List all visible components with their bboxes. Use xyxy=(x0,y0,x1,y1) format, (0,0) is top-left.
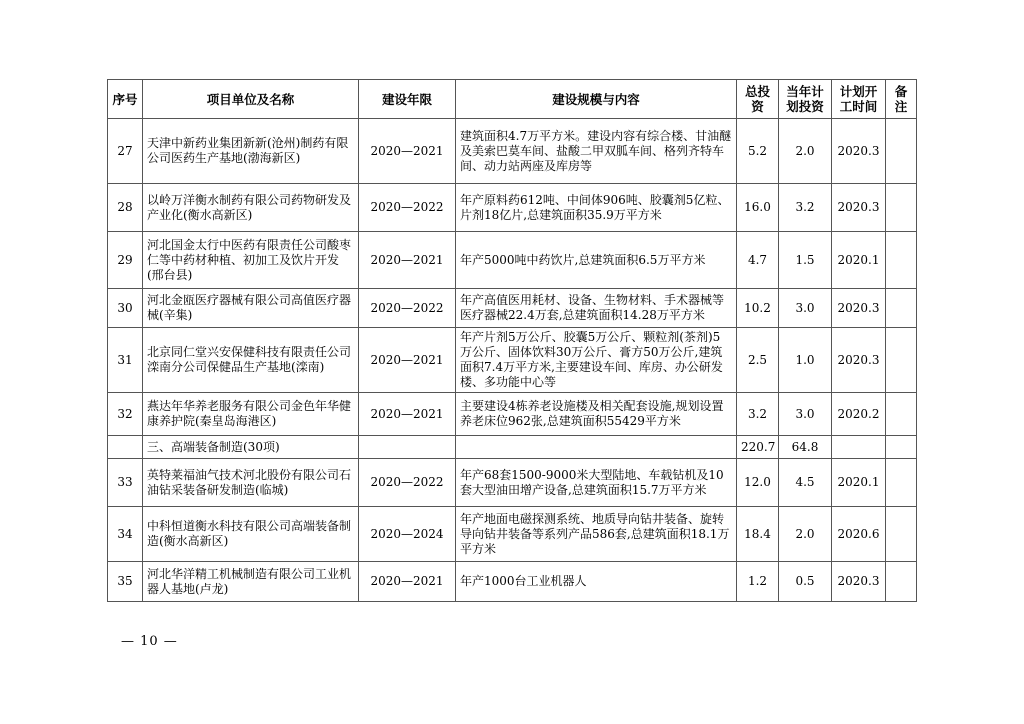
row-note xyxy=(886,289,917,328)
row-annual: 4.5 xyxy=(779,459,832,507)
table-header-row xyxy=(108,80,917,119)
table-row xyxy=(108,289,917,328)
row-no: 32 xyxy=(108,393,143,436)
row-name: 英特莱福油气技术河北股份有限公司石油钻采装备研发制造(临城) xyxy=(143,459,359,507)
section-title: 三、高端装备制造(30项) xyxy=(143,436,359,459)
row-start: 2020.3 xyxy=(832,289,886,328)
row-period: 2020—2022 xyxy=(359,184,456,232)
row-start: 2020.2 xyxy=(832,393,886,436)
row-annual: 3.0 xyxy=(779,289,832,328)
section-invest: 220.7 xyxy=(737,436,779,459)
row-note xyxy=(886,393,917,436)
row-invest: 4.7 xyxy=(737,232,779,289)
row-invest: 1.2 xyxy=(737,562,779,602)
row-note xyxy=(886,119,917,184)
row-invest: 12.0 xyxy=(737,459,779,507)
table-row xyxy=(108,562,917,602)
row-start: 2020.1 xyxy=(832,232,886,289)
row-content: 年产1000台工业机器人 xyxy=(456,562,737,602)
row-no: 35 xyxy=(108,562,143,602)
row-invest: 10.2 xyxy=(737,289,779,328)
row-start: 2020.1 xyxy=(832,459,886,507)
table-row xyxy=(108,393,917,436)
table-row xyxy=(108,184,917,232)
row-name: 河北金瓯医疗器械有限公司高值医疗器械(辛集) xyxy=(143,289,359,328)
row-start xyxy=(832,436,886,459)
row-period: 2020—2022 xyxy=(359,289,456,328)
row-note xyxy=(886,562,917,602)
row-period: 2020—2021 xyxy=(359,232,456,289)
header-annual: 当年计划投资 xyxy=(779,80,832,119)
row-annual: 3.0 xyxy=(779,393,832,436)
row-note xyxy=(886,507,917,562)
row-annual: 3.2 xyxy=(779,184,832,232)
row-start: 2020.3 xyxy=(832,328,886,393)
row-no: 30 xyxy=(108,289,143,328)
row-start: 2020.3 xyxy=(832,562,886,602)
row-note xyxy=(886,436,917,459)
row-content: 主要建设4栋养老设施楼及相关配套设施,规划设置养老床位962张,总建筑面积55429平方米 xyxy=(456,393,737,436)
row-period: 2020—2022 xyxy=(359,459,456,507)
project-table xyxy=(107,79,917,602)
table-row xyxy=(108,328,917,393)
row-name: 以岭万洋衡水制药有限公司药物研发及产业化(衡水高新区) xyxy=(143,184,359,232)
row-period: 2020—2021 xyxy=(359,393,456,436)
row-period: 2020—2021 xyxy=(359,562,456,602)
row-content: 年产68套1500-9000米大型陆地、车载钻机及10套大型油田增产设备,总建筑面积15.7万平方米 xyxy=(456,459,737,507)
header-start: 计划开工时间 xyxy=(832,80,886,119)
page-number: — 10 — xyxy=(121,634,178,649)
table-row xyxy=(108,119,917,184)
row-name: 河北华洋精工机械制造有限公司工业机器人基地(卢龙) xyxy=(143,562,359,602)
row-name: 河北国金太行中医药有限责任公司酸枣仁等中药材种植、初加工及饮片开发(邢台县) xyxy=(143,232,359,289)
row-invest: 5.2 xyxy=(737,119,779,184)
header-content: 建设规模与内容 xyxy=(456,80,737,119)
row-no: 34 xyxy=(108,507,143,562)
row-content: 年产高值医用耗材、设备、生物材料、手术器械等医疗器械22.4万套,总建筑面积14.28万平方米 xyxy=(456,289,737,328)
row-no: 28 xyxy=(108,184,143,232)
row-annual: 1.0 xyxy=(779,328,832,393)
row-start: 2020.3 xyxy=(832,184,886,232)
row-start: 2020.3 xyxy=(832,119,886,184)
row-invest: 16.0 xyxy=(737,184,779,232)
table-row xyxy=(108,232,917,289)
header-no: 序号 xyxy=(108,80,143,119)
row-content: 年产地面电磁探测系统、地质导向钻井装备、旋转导向钻井装备等系列产品586套,总建筑面积18.1万平方米 xyxy=(456,507,737,562)
row-content: 建筑面积4.7万平方米。建设内容有综合楼、甘油醚及美索巴莫车间、盐酸二甲双胍车间、格列齐特车间、动力站两座及库房等 xyxy=(456,119,737,184)
row-note xyxy=(886,459,917,507)
row-annual: 2.0 xyxy=(779,119,832,184)
row-content xyxy=(456,436,737,459)
row-period: 2020—2021 xyxy=(359,328,456,393)
row-period: 2020—2021 xyxy=(359,119,456,184)
row-content: 年产原料药612吨、中间体906吨、胶囊剂5亿粒、片剂18亿片,总建筑面积35.9万平方米 xyxy=(456,184,737,232)
row-name: 中科恒道衡水科技有限公司高端装备制造(衡水高新区) xyxy=(143,507,359,562)
section-annual: 64.8 xyxy=(779,436,832,459)
table-row xyxy=(108,507,917,562)
row-invest: 3.2 xyxy=(737,393,779,436)
row-content: 年产5000吨中药饮片,总建筑面积6.5万平方米 xyxy=(456,232,737,289)
row-no xyxy=(108,436,143,459)
section-row xyxy=(108,436,917,459)
row-period xyxy=(359,436,456,459)
header-name: 项目单位及名称 xyxy=(143,80,359,119)
row-note xyxy=(886,184,917,232)
table-body xyxy=(108,119,917,602)
row-no: 31 xyxy=(108,328,143,393)
row-no: 29 xyxy=(108,232,143,289)
row-annual: 0.5 xyxy=(779,562,832,602)
row-period: 2020—2024 xyxy=(359,507,456,562)
row-name: 北京同仁堂兴安保健科技有限责任公司滦南分公司保健品生产基地(滦南) xyxy=(143,328,359,393)
header-period: 建设年限 xyxy=(359,80,456,119)
row-annual: 2.0 xyxy=(779,507,832,562)
header-note: 备注 xyxy=(886,80,917,119)
row-name: 燕达年华养老服务有限公司金色年华健康养护院(秦皇岛海港区) xyxy=(143,393,359,436)
row-start: 2020.6 xyxy=(832,507,886,562)
row-annual: 1.5 xyxy=(779,232,832,289)
row-invest: 18.4 xyxy=(737,507,779,562)
table-row xyxy=(108,459,917,507)
row-invest: 2.5 xyxy=(737,328,779,393)
header-invest: 总投资 xyxy=(737,80,779,119)
row-no: 27 xyxy=(108,119,143,184)
row-content: 年产片剂5万公斤、胶囊5万公斤、颗粒剂(茶剂)5万公斤、固体饮料30万公斤、膏方50万公斤,建筑面积7.4万平方米,主要建设车间、库房、办公研发楼、多功能中心等 xyxy=(456,328,737,393)
row-no: 33 xyxy=(108,459,143,507)
row-note xyxy=(886,328,917,393)
row-note xyxy=(886,232,917,289)
row-name: 天津中新药业集团新新(沧州)制药有限公司医药生产基地(渤海新区) xyxy=(143,119,359,184)
